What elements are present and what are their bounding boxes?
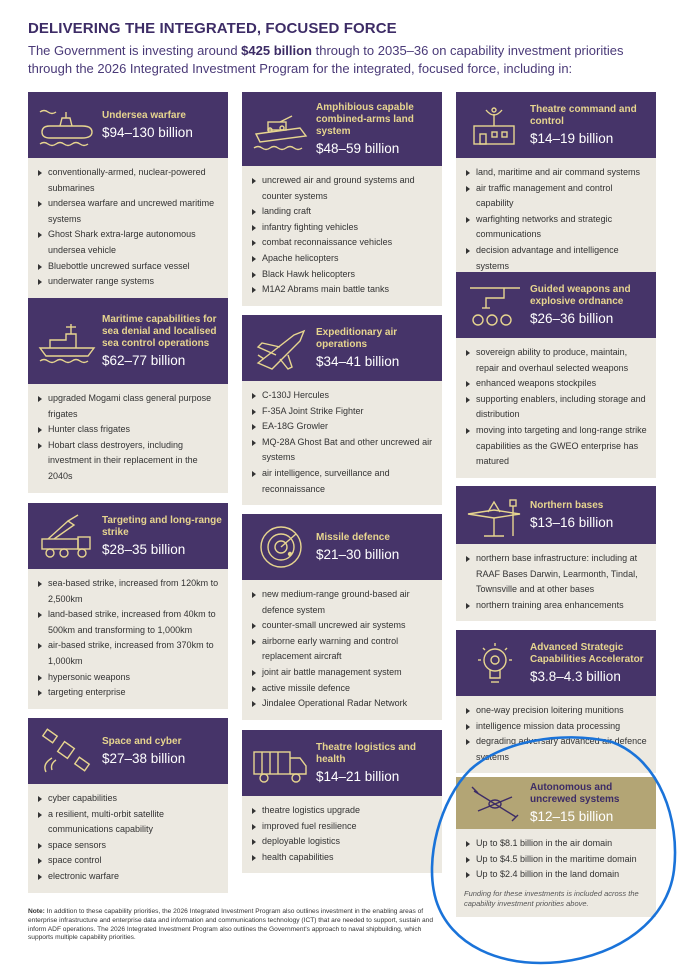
card-title: Advanced Strategic Capabilities Accelerator bbox=[530, 642, 644, 665]
list-item: EA-18G Growler bbox=[250, 419, 434, 435]
command-building-icon bbox=[464, 102, 526, 148]
card-amount: $21–30 billion bbox=[316, 547, 400, 562]
card-amount: $27–38 billion bbox=[102, 751, 186, 766]
list-item: underwater range systems bbox=[36, 274, 220, 290]
card-amount: $28–35 billion bbox=[102, 542, 186, 557]
list-item: M1A2 Abrams main battle tanks bbox=[250, 282, 434, 298]
card-title: Space and cyber bbox=[102, 736, 182, 747]
card-title: Undersea warfare bbox=[102, 110, 186, 121]
card-maritime-capabilities bbox=[28, 298, 228, 493]
list-item: moving into targeting and long-range strike capabilities as the GWEO enterprise has matured bbox=[464, 423, 648, 470]
list-item: undersea warfare and uncrewed maritime systems bbox=[36, 196, 220, 227]
card-title: Northern bases bbox=[530, 500, 604, 511]
satellite-icon bbox=[36, 728, 98, 774]
list-item: deployable logistics bbox=[250, 834, 434, 850]
frigate-icon bbox=[36, 318, 98, 364]
list-item: sovereign ability to produce, maintain, repair and overhaul selected weapons bbox=[464, 345, 648, 376]
list-item: F-35A Joint Strike Fighter bbox=[250, 404, 434, 420]
card-theatre-command bbox=[456, 92, 656, 282]
list-item: supporting enablers, including storage and distribution bbox=[464, 392, 648, 423]
card-undersea-warfare bbox=[28, 92, 228, 298]
list-item: Hobart class destroyers, including investment in their replacement in the 2040s bbox=[36, 438, 220, 485]
footnote: Note: In addition to these capability priorities, the 2026 Integrated Investment Program also outlines investment in the enabling areas of enterprise infrastructure and enterprise data and information and communications technology (ICT) that are needed to support, sustain and inform ADF operations. The 2026 Integrated Investment Program also outlines the Government's approach to naval shipbuilding, which supports multiple capability priorities. bbox=[28, 908, 434, 942]
card-theatre-logistics bbox=[242, 730, 442, 873]
list-item: a resilient, multi-orbit satellite communications capability bbox=[36, 807, 220, 838]
truck-icon bbox=[250, 740, 312, 786]
list-item: airborne early warning and control replacement aircraft bbox=[250, 634, 434, 665]
card-amount: $62–77 billion bbox=[102, 353, 186, 368]
card-title: Maritime capabilities for sea denial and localised sea control operations bbox=[102, 314, 217, 349]
card-amount: $3.8–4.3 billion bbox=[530, 669, 621, 684]
list-item: Black Hawk helicopters bbox=[250, 267, 434, 283]
list-item: infantry fighting vehicles bbox=[250, 220, 434, 236]
missile-launcher-icon bbox=[36, 513, 98, 559]
intro-paragraph: The Government is investing around $425 billion through to 2035–36 on capability investment priorities through the 2026 Integrated Investment Program for the integrated, focused force, including in: bbox=[28, 43, 624, 76]
card-space-cyber bbox=[28, 718, 228, 893]
list-item: upgraded Mogami class general purpose frigates bbox=[36, 391, 220, 422]
list-item: air traffic management and control capability bbox=[464, 181, 648, 212]
card-amphibious-land bbox=[242, 92, 442, 306]
card-title: Autonomous and uncrewed systems bbox=[530, 782, 620, 805]
list-item: enhanced weapons stockpiles bbox=[464, 376, 648, 392]
list-item: landing craft bbox=[250, 204, 434, 220]
card-expeditionary-air bbox=[242, 315, 442, 505]
list-item: sea-based strike, increased from 120km to 2,500km bbox=[36, 576, 220, 607]
list-item: C-130J Hercules bbox=[250, 388, 434, 404]
card-amount: $12–15 billion bbox=[530, 809, 614, 824]
list-item: space control bbox=[36, 853, 220, 869]
list-item: Apache helicopters bbox=[250, 251, 434, 267]
card-missile-defence bbox=[242, 514, 442, 720]
card-title: Targeting and long-range strike bbox=[102, 515, 222, 538]
card-note: Funding for these investments is included across the capability investment priorities above. bbox=[464, 888, 639, 908]
list-item: Up to $2.4 billion in the land domain bbox=[464, 867, 648, 883]
list-item: space sensors bbox=[36, 838, 220, 854]
list-item: warfighting networks and strategic communications bbox=[464, 212, 648, 243]
radar-icon bbox=[250, 524, 312, 570]
card-amount: $14–21 billion bbox=[316, 769, 400, 784]
card-title: Missile defence bbox=[316, 532, 390, 543]
card-guided-weapons bbox=[456, 272, 656, 478]
card-autonomous-systems bbox=[456, 777, 656, 917]
card-targeting-strike bbox=[28, 503, 228, 709]
list-item: theatre logistics upgrade bbox=[250, 803, 434, 819]
list-item: joint air battle management system bbox=[250, 665, 434, 681]
robot-arm-icon bbox=[464, 282, 526, 328]
lightbulb-gear-icon bbox=[464, 640, 526, 686]
list-item: intelligence mission data processing bbox=[464, 719, 648, 735]
card-title: Theatre logistics and health bbox=[316, 742, 417, 765]
list-item: Jindalee Operational Radar Network bbox=[250, 696, 434, 712]
list-item: conventionally-armed, nuclear-powered submarines bbox=[36, 165, 220, 196]
airbase-icon bbox=[464, 492, 526, 538]
list-item: Ghost Shark extra-large autonomous undersea vehicle bbox=[36, 227, 220, 258]
card-amount: $34–41 billion bbox=[316, 354, 400, 369]
list-item: cyber capabilities bbox=[36, 791, 220, 807]
list-item: targeting enterprise bbox=[36, 685, 220, 701]
fighter-jet-icon bbox=[250, 325, 312, 371]
list-item: one-way precision loitering munitions bbox=[464, 703, 648, 719]
card-title: Amphibious capable combined-arms land system bbox=[316, 102, 414, 137]
list-item: northern training area enhancements bbox=[464, 598, 648, 614]
list-item: northern base infrastructure: including at RAAF Bases Darwin, Learmonth, Tindal, Townsville and at other bases bbox=[464, 551, 648, 598]
card-amount: $48–59 billion bbox=[316, 141, 400, 156]
list-item: uncrewed air and ground systems and counter systems bbox=[250, 173, 434, 204]
list-item: Up to $8.1 billion in the air domain bbox=[464, 836, 648, 852]
list-item: hypersonic weapons bbox=[36, 670, 220, 686]
card-title: Theatre command and control bbox=[530, 104, 637, 127]
list-item: active missile defence bbox=[250, 681, 434, 697]
card-title: Guided weapons and explosive ordnance bbox=[530, 284, 631, 307]
list-item: improved fuel resilience bbox=[250, 819, 434, 835]
card-amount: $94–130 billion bbox=[102, 125, 193, 140]
list-item: land, maritime and air command systems bbox=[464, 165, 648, 181]
card-amount: $26–36 billion bbox=[530, 311, 614, 326]
card-title: Expeditionary air operations bbox=[316, 327, 398, 350]
card-amount: $13–16 billion bbox=[530, 515, 614, 530]
list-item: land-based strike, increased from 40km to 500km and transforming to 1,000km bbox=[36, 607, 220, 638]
card-amount: $14–19 billion bbox=[530, 131, 614, 146]
list-item: Up to $4.5 billion in the maritime domain bbox=[464, 852, 648, 868]
list-item: counter-small uncrewed air systems bbox=[250, 618, 434, 634]
drone-icon bbox=[464, 781, 526, 827]
list-item: air intelligence, surveillance and reconnaissance bbox=[250, 466, 434, 497]
list-item: degrading adversary advanced air defence systems bbox=[464, 734, 648, 765]
list-item: combat reconnaissance vehicles bbox=[250, 235, 434, 251]
list-item: electronic warfare bbox=[36, 869, 220, 885]
list-item: health capabilities bbox=[250, 850, 434, 866]
list-item: MQ-28A Ghost Bat and other uncrewed air systems bbox=[250, 435, 434, 466]
list-item: air-based strike, increased from 370km to 1,000km bbox=[36, 638, 220, 669]
card-asca bbox=[456, 630, 656, 773]
submarine-icon bbox=[36, 102, 98, 148]
list-item: Bluebottle uncrewed surface vessel bbox=[36, 259, 220, 275]
landing-craft-icon bbox=[250, 106, 312, 152]
page-title: DELIVERING THE INTEGRATED, FOCUSED FORCE bbox=[28, 20, 397, 37]
list-item: decision advantage and intelligence systems bbox=[464, 243, 648, 274]
card-northern-bases bbox=[456, 486, 656, 621]
list-item: new medium-range ground-based air defence system bbox=[250, 587, 434, 618]
list-item: Hunter class frigates bbox=[36, 422, 220, 438]
